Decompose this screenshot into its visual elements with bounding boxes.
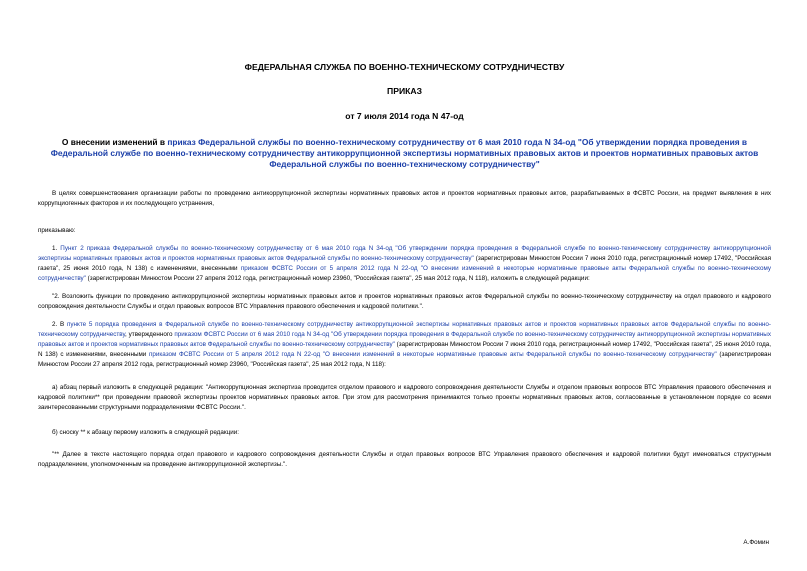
document-title xyxy=(38,137,771,170)
order-word: приказываю: xyxy=(38,227,76,234)
org-heading: ФЕДЕРАЛЬНАЯ СЛУЖБА ПО ВОЕННО-ТЕХНИЧЕСКОМУ СОТРУДНИЧЕСТВУ xyxy=(244,62,565,72)
doc-type-heading: ПРИКАЗ xyxy=(387,86,422,96)
doc-date-heading: от 7 июля 2014 года N 47-од xyxy=(345,111,464,121)
quoted-clause-2: "2. Возложить функции по проведению антикоррупционной экспертизы нормативных правовых актов и проектов нормативных правовых актов Федеральной службы по военно-техническому сотрудничеству на отдел правового и кадрового сопровождения деятельности Службы и отдел правовых вопросов ВТС Управления правового обеспечения и кадровой политики.". xyxy=(38,293,771,310)
clause-2-text-3: (зарегистрирован Минюстом России 27 апреля 2012 года, регистрационный номер 23960, "Российская газета", 25 мая 2012 года, N 118): xyxy=(38,351,771,368)
clause-1-text-1: (зарегистрирован Минюстом России 7 июня 2010 года, регистрационный номер 17492, "Российская газета", 25 июня 2010 года, N 138) с изменениями, внесенными xyxy=(38,255,771,272)
clause-2-text-2: (зарегистрирован Минюстом России 7 июня 2010 года, регистрационный номер 17492, "Российская газета", 25 июня 2010 года, N 138) с изменениями, внесенными xyxy=(38,341,772,358)
preamble-paragraph: В целях совершенствования организации работы по проведению антикоррупционной экспертизы нормативных правовых актов и проектов нормативных правовых актов, разрабатываемых в ФСВТС России, на предмет выявления в них коррупциогенных факторов и их последующего устранения, xyxy=(38,190,771,207)
clause-1-paragraph xyxy=(38,244,771,284)
footnote-text: "** Далее в тексте настоящего порядка отдел правового и кадрового сопровождения деятельности Службы и отдел правовых вопросов ВТС Управления правового обеспечения и кадровой политики будут именоваться структурным подразделением, уполномоченным на проведение антикоррупционной экспертизы.". xyxy=(38,451,771,468)
clause-1-link-order[interactable]: Пункт 2 приказа Федеральной службы по военно-техническому сотрудничеству от 6 мая 2010 года N 34-од "Об утверждении порядка проведения в Федеральной службе по военно-техническому сотрудничеству антикоррупционной экспертизы нормативных правовых актов и проектов нормативных правовых актов Федеральной службы по военно-техническому сотрудничеству" xyxy=(38,245,771,262)
clause-2-link-order[interactable]: приказом ФСВТС России от 6 мая 2010 года N 34-од "Об утверждении порядка проведения в Федеральной службе по военно-техническому сотрудничеству антикоррупционной экспертизы нормативных правовых актов и проектов нормативных правовых актов Федеральной службы по военно-техническому сотрудничеству" xyxy=(38,331,771,348)
title-prefix: О внесении изменений в xyxy=(61,137,168,147)
clause-2-paragraph xyxy=(38,320,771,370)
clause-2-text-1: , утвержденного xyxy=(125,331,175,338)
signature: А.Фомин xyxy=(743,539,769,546)
clause-2-prefix: 2. В xyxy=(52,321,67,328)
clause-2-link-procedure[interactable]: пункте 5 порядка проведения в Федеральной службе по военно-техническому сотрудничеству антикоррупционной экспертизы нормативных правовых актов и проектов нормативных правовых актов Федеральной службы по военно-техническому сотрудничеству xyxy=(38,321,772,338)
subclause-b: б) сноску ** к абзацу первому изложить в следующей редакции: xyxy=(52,429,240,436)
clause-1-text-2: (зарегистрирован Минюстом России 27 апреля 2012 года, регистрационный номер 23960, "Российская газета", 25 мая 2012 года, N 118), изложить в следующей редакции: xyxy=(85,275,590,282)
subclause-a: а) абзац первый изложить в следующей редакции: "Антикоррупционная экспертиза проводится отделом правового и кадрового сопровождения деятельности Службы и отделом правовых вопросов ВТС Управления правового обеспечения и кадровой политики** при проведении правовой экспертизы проектов нормативных правовых актов. При этом для рассмотрения принимаются только проекты нормативных правовых актов, согласованные в установленном порядке со всеми заинтересованными структурными подразделениями ФСВТС России.". xyxy=(38,384,771,411)
clause-1-number: 1. xyxy=(52,245,61,252)
clause-2-link-amendment[interactable]: приказом ФСВТС России от 5 апреля 2012 года N 22-од "О внесении изменений в некоторые нормативные правовые акты Федеральной службы по военно-техническому сотрудничеству" xyxy=(148,351,717,358)
clause-1-link-amendment[interactable]: приказом ФСВТС России от 5 апреля 2012 года N 22-од "О внесении изменений в некоторые нормативные правовые акты Федеральной службы по военно-техническому сотрудничеству" xyxy=(38,265,771,282)
title-order-link[interactable]: приказ Федеральной службы по военно-техническому сотрудничеству от 6 мая 2010 года N 34-од "Об утверждении порядка проведения в Федеральной службе по военно-техническому сотрудничеству антикоррупционной экспертизы нормативных правовых актов и проектов нормативных правовых актов Федеральной службы по военно-техническому сотрудничеству" xyxy=(50,137,759,169)
